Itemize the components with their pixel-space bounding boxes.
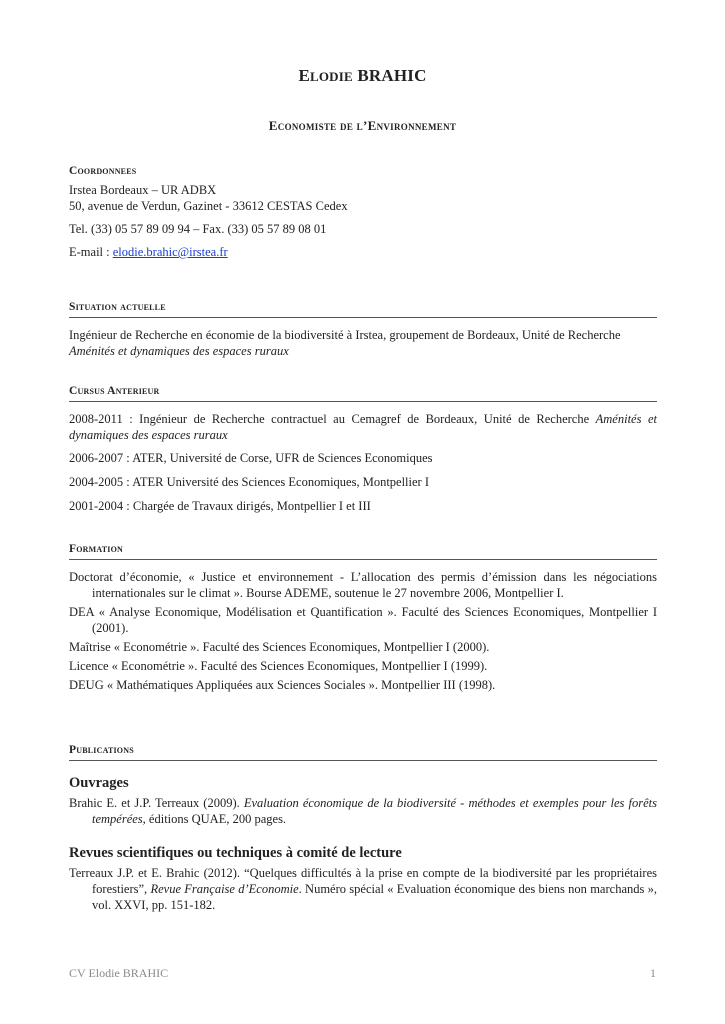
pub-authors: Brahic E. et J.P. Terreaux (2009). (69, 796, 244, 810)
cursus-unit: Aménités et dynamiques des espaces ruraux (69, 412, 657, 442)
name-last: BRAHIC (357, 66, 427, 85)
cv-name (0, 66, 725, 86)
pub-title: Evaluation économique de la biodiversité - méthodes et exemples pour les forêts tempérées (92, 796, 657, 826)
section-heading: Formation (69, 541, 657, 560)
list-item: Maîtrise « Econométrie ». Faculté des Sciences Economiques, Montpellier I (2000). (69, 640, 490, 654)
pub-rest: . Numéro spécial « Evaluation économique des biens non marchands », vol. XXVI, pp. 151-182. (92, 882, 658, 912)
section-heading: Cursus Anterieur (69, 383, 657, 402)
section-situation (69, 299, 657, 359)
cursus-text: 2008-2011 : Ingénieur de Recherche contractuel au Cemagref de Bordeaux, Unité de Recherche (69, 412, 596, 426)
section-cursus (69, 383, 657, 514)
section-publications (69, 742, 657, 913)
name-initial: E (298, 66, 310, 85)
list-item: 2004-2005 : ATER Université des Sciences Economiques, Montpellier I (69, 475, 430, 489)
list-item: DEUG « Mathématiques Appliquées aux Sciences Sociales ». Montpellier III (1998). (69, 678, 496, 692)
revues-heading: Revues scientifiques ou techniques à comité de lecture (69, 845, 402, 861)
section-formation (69, 541, 657, 693)
ouvrages-heading: Ouvrages (69, 775, 129, 791)
list-item: 2001-2004 : Chargée de Travaux dirigés, Montpellier I et III (69, 499, 371, 513)
pub-rest: , éditions QUAE, 200 pages. (142, 812, 287, 826)
address-line: Irstea Bordeaux – UR ADBX (69, 183, 217, 197)
situation-text (69, 327, 657, 359)
pub-journal: Revue Française d’Economie (150, 882, 299, 896)
situation-line: Ingénieur de Recherche en économie de la biodiversité à Irstea, groupement de Bordeaux, Unité de Recherche (69, 328, 621, 342)
section-heading: Situation actuelle (69, 299, 657, 318)
list-item: DEA « Analyse Economique, Modélisation et Quantification ». Faculté des Sciences Economiques, Montpellier I (2001). (69, 605, 657, 635)
list-item (69, 795, 657, 827)
page-number: 1 (650, 966, 656, 980)
name-rest: LODIE (309, 69, 353, 84)
list-item (69, 865, 657, 913)
list-item (69, 411, 657, 443)
list-item: 2006-2007 : ATER, Université de Corse, UFR de Sciences Economiques (69, 451, 433, 465)
list-item: Doctorat d’économie, « Justice et environnement - L’allocation des permis d’émission dans les négociations internationales sur le climat ». Bourse ADEME, soutenue le 27 novembre 2006, Montpellier I. (69, 570, 657, 600)
cv-subtitle: Economiste de l’Environnement (268, 118, 457, 133)
phone-line: Tel. (33) 05 57 89 09 94 – Fax. (33) 05 57 89 08 01 (69, 222, 327, 236)
pub-authors: Terreaux J.P. et E. Brahic (2012). “Quelques difficultés à la prise en compte de la biodiversité par les propriétaires forestiers”, (69, 866, 657, 896)
section-heading: Coordonnees (69, 165, 137, 177)
section-coordonnees (69, 163, 657, 260)
address-line: 50, avenue de Verdun, Gazinet - 33612 CESTAS Cedex (69, 199, 348, 213)
email-line (69, 244, 657, 260)
email-label: E-mail : (69, 245, 113, 259)
email-link[interactable]: elodie.brahic@irstea.fr (112, 245, 228, 259)
footer-label: CV Elodie BRAHIC (69, 966, 169, 980)
list-item: Licence « Econométrie ». Faculté des Sciences Economiques, Montpellier I (1999). (69, 659, 488, 673)
situation-unit: Aménités et dynamiques des espaces ruraux (69, 344, 289, 358)
section-heading: Publications (69, 742, 657, 761)
